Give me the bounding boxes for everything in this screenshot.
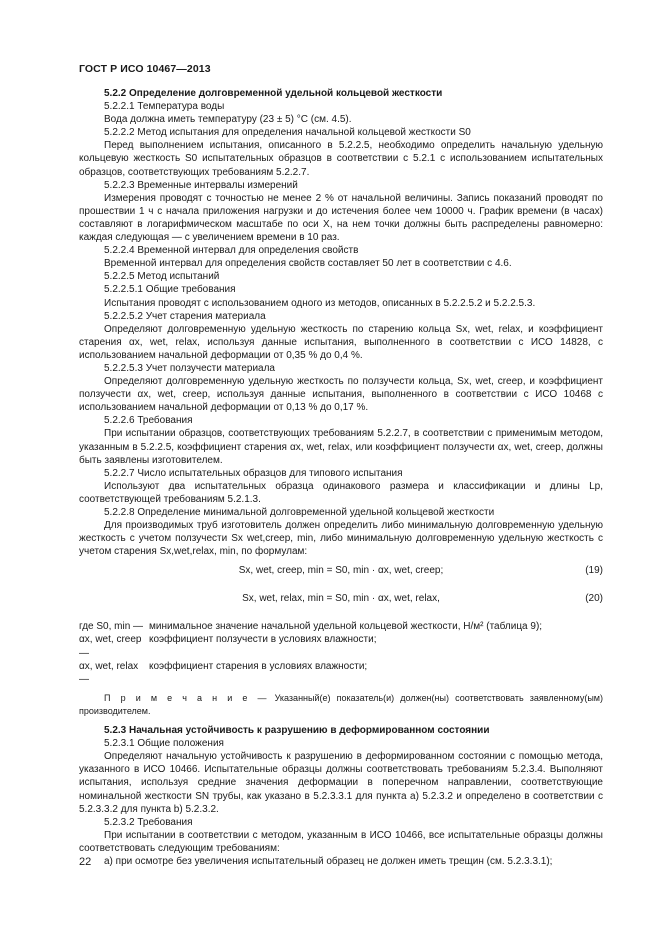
subsection-title: 5.2.2.5.3 Учет ползучести материала (104, 362, 275, 374)
paragraph: Вода должна иметь температуру (23 ± 5) °С (см. 4.5). (104, 114, 352, 126)
subsection-title: 5.2.3.1 Общие положения (104, 738, 224, 750)
subsection-title: 5.2.2.5.1 Общие требования (104, 284, 236, 296)
note-text: Указанный(е) показатель(и) должен(ны) соответствовать заявленному(ым) производителем. (79, 692, 603, 716)
subsection-title: 5.2.2.7 Число испытательных образцов для типового испытания (104, 467, 403, 479)
paragraph: Определяют долговременную удельную жесткость по ползучести кольца, Sx, wet, creep, и коэффициент ползучести αx, wet, creep, используя данные испытания, выполненного в соответствии с ИСО 10468 с использованием начальной деформации от 0,13 % до 0,17 %. (79, 376, 603, 414)
symbol-legend (79, 620, 603, 685)
page-number: 22 (79, 856, 92, 868)
paragraph: Перед выполнением испытания, описанного в 5.2.2.5, необходимо определить начальную удельную кольцевую жесткость S0 испытательных образцов в соответствии с 5.2.1 с использованием испытательных образцов, соответствующих требованиям 5.2.2.7. (79, 140, 603, 178)
subsection-title: 5.2.2.2 Метод испытания для определения начальной кольцевой жесткости S0 (104, 127, 471, 139)
paragraph: Для производимых труб изготовитель должен определить либо минимальную долговременную удельную жесткость с учетом ползучести Sx wet,creep, min, либо минимальную долговременную удельную жесткость с учетом старения Sx,wet,relax, min, по формулам: (79, 520, 603, 558)
subsection-title: 5.2.2.4 Временной интервал для определения свойств (104, 245, 359, 257)
section-heading-5-2-2: 5.2.2 Определение долговременной удельной кольцевой жесткости (104, 88, 443, 99)
formula-19 (79, 558, 603, 586)
subsection-title: 5.2.2.8 Определение минимальной долговременной удельной кольцевой жесткости (104, 507, 495, 518)
symbol-description: коэффициент ползучести в условиях влажности; (149, 634, 377, 646)
paragraph: При испытании в соответствии с методом, указанным в ИСО 10466, все испытательные образцы должны соответствовать следующим требованиям: (79, 829, 603, 854)
subsection-title: 5.2.2.6 Требования (104, 415, 193, 427)
subsection-title: 5.2.2.5 Метод испытаний (104, 271, 220, 283)
section-heading-5-2-3: 5.2.3 Начальная устойчивость к разрушению в деформированном состоянии (104, 725, 490, 737)
symbol-term: αx, wet, relax — (79, 660, 139, 685)
symbol-term: где S0, min — (79, 621, 144, 633)
formula-20 (79, 586, 603, 614)
formula-expression: Sx, wet, creep, min = S0, min · αx, wet, creep; (238, 565, 444, 577)
subsection-title: 5.2.2.3 Временные интервалы измерений (104, 179, 298, 191)
note (79, 692, 603, 718)
paragraph: Измерения проводят с точностью не менее 2 % от начальной величины. Запись показаний проводят по прошествии 1 ч с начала приложения нагрузки и до истечения более чем 10000 ч. График времени (в часах) составляют в логарифмическом масштабе по оси X, на нем точки должны быть распределены равномерно: каждая следующая — с увеличением времени в 10 раз. (79, 192, 603, 244)
formula-expression: Sx, wet, relax, min = S0, min · αx, wet, relax, (242, 593, 440, 605)
subsection-title: 5.2.3.2 Требования (104, 816, 193, 828)
paragraph: Определяют долговременную удельную жесткость по старению кольца Sx, wet, relax, и коэффициент старения αx, wet, relax, используя данные испытания, выполненного в соответствии с ИСО 14828, с использованием начальной деформации от 0,35 % до 0,4 %. (79, 323, 603, 361)
formula-number: (19) (585, 565, 603, 577)
paragraph: При испытании образцов, соответствующих требованиям 5.2.2.7, в соответствии с применимым методом, указанным в 5.2.2.5, коэффициент старения αx, wet, relax, или коэффициент ползучести αx, wet, creep, должны быть заявлены изготовителем. (79, 428, 603, 466)
symbol-term: αx, wet, creep — (79, 634, 142, 659)
subsection-title: 5.2.2.5.2 Учет старения материала (104, 310, 266, 322)
document-body (79, 87, 603, 868)
paragraph: Временной интервал для определения свойств составляет 50 лет в соответствии с 4.6. (104, 258, 512, 270)
symbol-description: минимальное значение начальной удельной кольцевой жесткости, Н/м² (таблица 9); (149, 621, 543, 633)
subsection-title: 5.2.2.1 Температура воды (104, 101, 225, 113)
paragraph: Используют два испытательных образца одинакового размера и классификации и длины Lp, соответствующей требованиям 5.2.1.3. (79, 480, 603, 505)
symbol-description: коэффициент старения в условиях влажности; (149, 660, 368, 672)
paragraph: Определяют начальную устойчивость к разрушению в деформированном состоянии с помощью метода, указанного в ИСО 10466. Испытательные образцы должны соответствовать требованиям 5.2.3.4. Выполняют испытания, используя средние значения деформации в поперечном направлении, соответствующие номинальной жесткости SN трубы, как указано в 5.2.3.3.1 для пункта а) 5.2.3.2 и определено в соответствии с 5.2.3.3.2 для пункта b) 5.2.3.2. (79, 751, 603, 815)
formula-number: (20) (585, 593, 603, 605)
list-item: а) при осмотре без увеличения испытательный образец не должен иметь трещин (см. 5.2.3.3.1); (104, 855, 553, 867)
document-header: ГОСТ Р ИСО 10467—2013 (79, 63, 211, 75)
paragraph: Испытания проводят с использованием одного из методов, описанных в 5.2.2.5.2 и 5.2.2.5.3. (104, 297, 536, 309)
note-label: П р и м е ч а н и е — (104, 692, 269, 703)
